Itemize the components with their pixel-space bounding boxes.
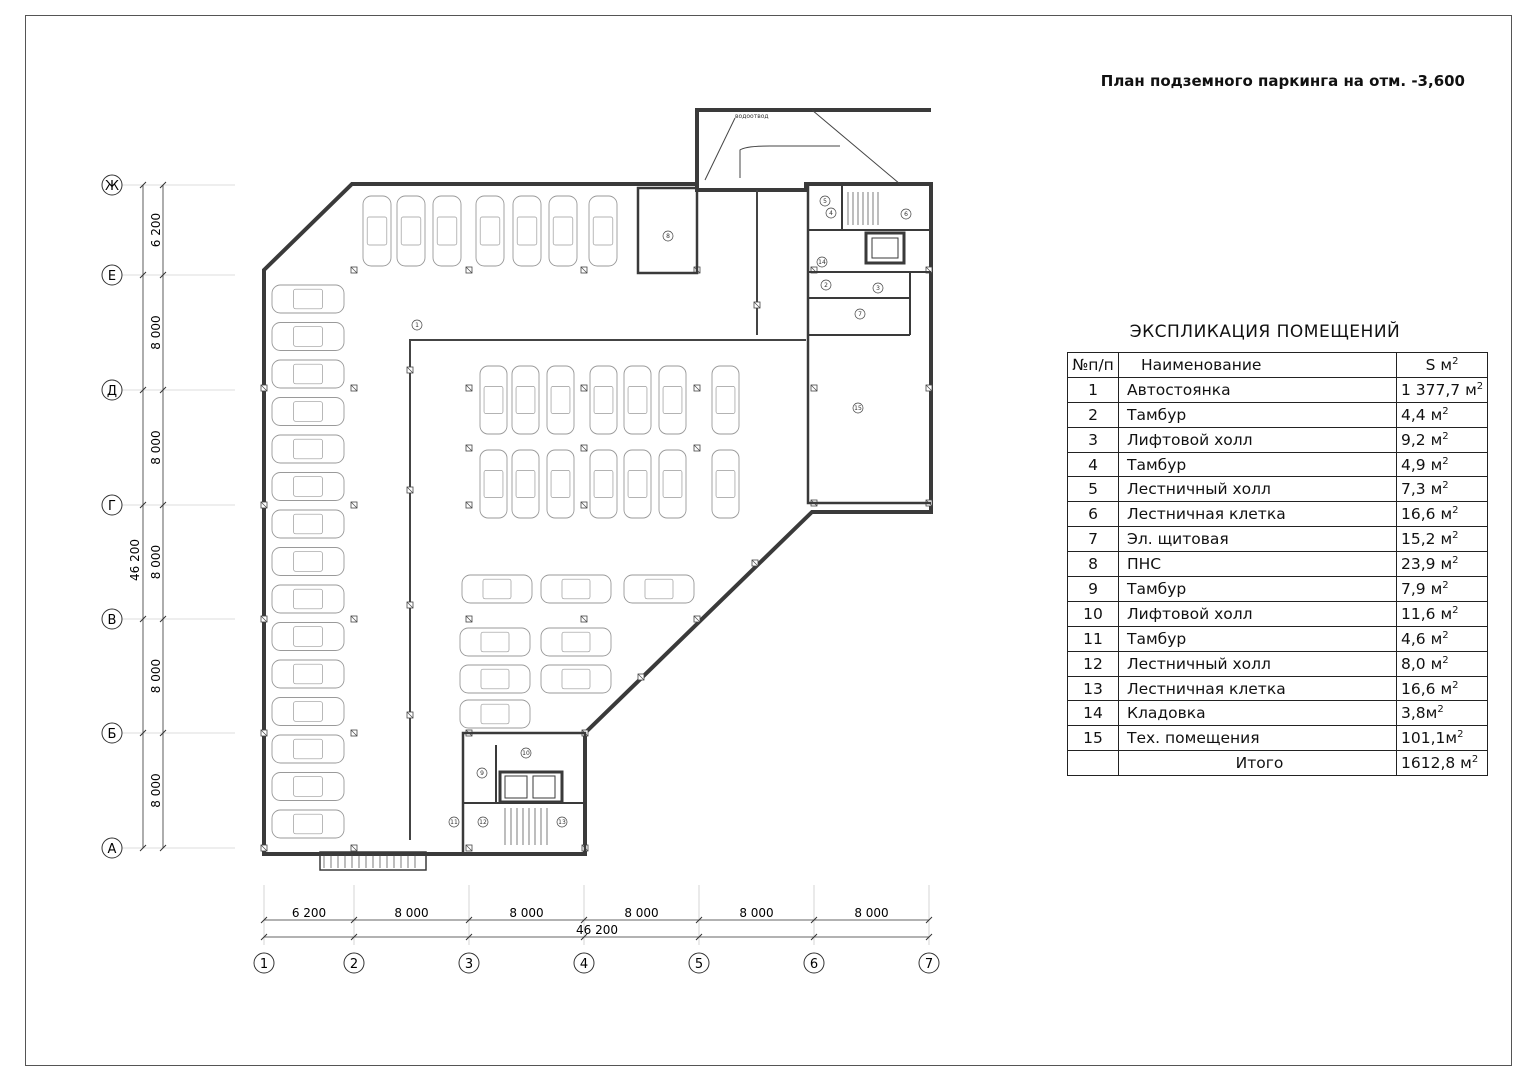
car-roof <box>294 402 323 422</box>
row-area: 4,6 $м^2$ <box>1397 626 1488 651</box>
row-name: Тамбур <box>1119 452 1397 477</box>
car-roof <box>562 579 590 599</box>
row-name: Лестничная клетка <box>1119 502 1397 527</box>
row-area: 8,0 $м^2$ <box>1397 651 1488 676</box>
explication-title: ЭКСПЛИКАЦИЯ ПОМЕЩЕНИЙ <box>1129 322 1401 342</box>
car-roof <box>562 632 590 652</box>
room-pns <box>638 188 697 273</box>
col-axis-label: 3 <box>464 957 474 972</box>
car-roof <box>484 470 503 497</box>
row-axis-label: Ж <box>104 179 120 194</box>
header-area: S $м^2$ <box>1397 353 1488 378</box>
row-dimension: 8 000 <box>149 773 163 808</box>
room-number: 13 <box>558 819 566 827</box>
table-row <box>1068 427 1488 452</box>
table-row <box>1068 577 1488 602</box>
car-roof <box>294 514 323 534</box>
car-roof <box>594 386 613 413</box>
car-roof <box>516 470 535 497</box>
car-roof <box>663 470 682 497</box>
car-roof <box>628 386 647 413</box>
car-roof <box>645 579 673 599</box>
dimension-lines <box>128 182 932 940</box>
car-roof <box>553 217 573 245</box>
row-num: 6 <box>1068 502 1119 527</box>
table-row <box>1068 651 1488 676</box>
row-area: 4,9 $м^2$ <box>1397 452 1488 477</box>
parking-spaces <box>272 196 739 838</box>
row-area: 15,2 $м^2$ <box>1397 527 1488 552</box>
car-roof <box>294 439 323 459</box>
row-area: 11,6 $м^2$ <box>1397 601 1488 626</box>
car-roof <box>480 217 500 245</box>
row-dimension: 8 000 <box>149 658 163 694</box>
car-roof <box>716 470 735 497</box>
ramp-edge <box>812 110 900 184</box>
car-roof <box>294 777 323 797</box>
row-total-dimension: 46 200 <box>128 539 142 581</box>
row-axis-label: Е <box>107 269 117 284</box>
room-number: 8 <box>666 233 670 241</box>
table-row <box>1068 726 1488 751</box>
row-area: 7,9 $м^2$ <box>1397 577 1488 602</box>
col-axis-label: 6 <box>809 957 819 972</box>
room-number: 11 <box>450 819 458 827</box>
row-num: 14 <box>1068 701 1119 726</box>
col-axis-label: 1 <box>259 957 269 972</box>
room-number: 10 <box>522 750 530 758</box>
row-name: Эл. щитовая <box>1119 527 1397 552</box>
row-area: $3,8м^2$ <box>1397 701 1488 726</box>
car-roof <box>593 217 613 245</box>
table-total-row <box>1068 751 1488 776</box>
car-roof <box>294 627 323 647</box>
row-num: 10 <box>1068 601 1119 626</box>
row-num: 15 <box>1068 726 1119 751</box>
row-name: Лестничный холл <box>1119 651 1397 676</box>
table-row <box>1068 502 1488 527</box>
walls <box>261 110 932 854</box>
car-roof <box>663 386 682 413</box>
row-axis-label: Г <box>108 499 116 514</box>
car-roof <box>716 386 735 413</box>
col-dimension: 8 000 <box>394 906 429 920</box>
row-area: 1612,8 $м^2$ <box>1397 751 1488 776</box>
header-num: №п/п <box>1068 353 1119 378</box>
elevator-cab <box>533 776 555 798</box>
car-roof <box>594 470 613 497</box>
row-num: 3 <box>1068 427 1119 452</box>
row-num <box>1068 751 1119 776</box>
row-num: 4 <box>1068 452 1119 477</box>
row-dimension: 8 000 <box>149 315 163 350</box>
row-num: 11 <box>1068 626 1119 651</box>
row-name: Итого <box>1119 751 1397 776</box>
row-name: ПНС <box>1119 552 1397 577</box>
table-row <box>1068 626 1488 651</box>
car-roof <box>483 579 511 599</box>
room-number: 12 <box>479 819 487 827</box>
car-roof <box>294 589 323 609</box>
car-roof <box>294 327 323 347</box>
row-axis-label: А <box>107 842 117 857</box>
ramp-line <box>705 118 735 180</box>
car-roof <box>294 552 323 572</box>
table-row <box>1068 676 1488 701</box>
table-row <box>1068 402 1488 427</box>
ramp-label: водоотвод <box>735 113 769 120</box>
row-num: 13 <box>1068 676 1119 701</box>
row-name: Тех. помещения <box>1119 726 1397 751</box>
row-axis-label: Д <box>106 384 118 399</box>
car-roof <box>294 364 323 384</box>
room-number: 15 <box>854 405 862 413</box>
car-roof <box>294 702 323 722</box>
col-total-dimension: 46 200 <box>576 923 618 937</box>
car-roof <box>516 386 535 413</box>
row-name: Тамбур <box>1119 577 1397 602</box>
row-dimension: 6 200 <box>149 212 163 248</box>
header-name: Наименование <box>1119 353 1397 378</box>
car-roof <box>294 664 323 684</box>
car-roof <box>294 814 323 834</box>
table-row <box>1068 552 1488 577</box>
elevator-cab <box>505 776 527 798</box>
row-num: 5 <box>1068 477 1119 502</box>
col-axis-label: 7 <box>924 957 934 972</box>
room-number: 5 <box>823 198 827 206</box>
table-row <box>1068 452 1488 477</box>
car-roof <box>481 632 509 652</box>
col-axis-label: 2 <box>349 957 359 972</box>
row-area: 1 377,7 $м^2$ <box>1397 377 1488 402</box>
room-number: 9 <box>480 770 484 778</box>
car-roof <box>481 704 509 724</box>
car-roof <box>562 669 590 689</box>
room-number: 7 <box>858 311 862 319</box>
row-name: Лифтовой холл <box>1119 601 1397 626</box>
explication-rows <box>1068 377 1488 775</box>
row-name: Лифтовой холл <box>1119 427 1397 452</box>
row-num: 12 <box>1068 651 1119 676</box>
car-roof <box>551 386 570 413</box>
table-row <box>1068 527 1488 552</box>
drawing-title: План подземного паркинга на отм. -3,600 <box>1100 72 1465 90</box>
elevator-cab <box>872 238 898 258</box>
row-axis-label: Б <box>107 727 117 742</box>
table-header-row <box>1068 353 1488 378</box>
car-roof <box>481 669 509 689</box>
explication-table <box>1067 352 1488 776</box>
col-dimension: 8 000 <box>624 906 659 920</box>
row-area: 4,4 $м^2$ <box>1397 402 1488 427</box>
ramp-arrow <box>740 146 840 178</box>
row-num: 2 <box>1068 402 1119 427</box>
room-number: 14 <box>818 259 826 267</box>
col-dimension: 6 200 <box>291 906 327 920</box>
table-row <box>1068 377 1488 402</box>
car-roof <box>294 739 323 759</box>
room-number: 4 <box>829 210 833 218</box>
car-roof <box>294 289 323 309</box>
rooms <box>320 186 931 870</box>
row-dimension: 8 000 <box>149 544 163 580</box>
row-area: $101,1м^2$ <box>1397 726 1488 751</box>
row-area: 7,3 $м^2$ <box>1397 477 1488 502</box>
row-num: 8 <box>1068 552 1119 577</box>
row-name: Тамбур <box>1119 626 1397 651</box>
col-dimension: 8 000 <box>509 906 544 920</box>
row-num: 9 <box>1068 577 1119 602</box>
room-number: 6 <box>904 211 908 219</box>
car-roof <box>401 217 421 245</box>
table-row <box>1068 701 1488 726</box>
row-num: 1 <box>1068 377 1119 402</box>
row-name: Лестничная клетка <box>1119 676 1397 701</box>
row-area: 16,6 $м^2$ <box>1397 502 1488 527</box>
car-roof <box>294 477 323 497</box>
row-area: 16,6 $м^2$ <box>1397 676 1488 701</box>
room-number: 1 <box>415 322 419 330</box>
col-axis-label: 5 <box>694 957 704 972</box>
inner-wall <box>410 340 806 840</box>
car-roof <box>551 470 570 497</box>
row-dimension: 8 000 <box>149 430 163 465</box>
car-roof <box>517 217 537 245</box>
car-roof <box>437 217 457 245</box>
row-name: Тамбур <box>1119 402 1397 427</box>
room-number: 3 <box>876 285 880 293</box>
row-area: 9,2 $м^2$ <box>1397 427 1488 452</box>
row-name: Кладовка <box>1119 701 1397 726</box>
room-number: 2 <box>824 282 828 290</box>
table-row <box>1068 477 1488 502</box>
col-axis-label: 4 <box>579 957 589 972</box>
col-dimension: 8 000 <box>854 906 889 920</box>
car-roof <box>628 470 647 497</box>
col-dimension: 8 000 <box>739 906 774 920</box>
row-num: 7 <box>1068 527 1119 552</box>
ramp-wall <box>697 110 931 184</box>
row-name: Лестничный холл <box>1119 477 1397 502</box>
row-area: 23,9 $м^2$ <box>1397 552 1488 577</box>
car-roof <box>484 386 503 413</box>
car-roof <box>367 217 387 245</box>
row-name: Автостоянка <box>1119 377 1397 402</box>
table-row <box>1068 601 1488 626</box>
row-axis-label: В <box>107 613 117 628</box>
